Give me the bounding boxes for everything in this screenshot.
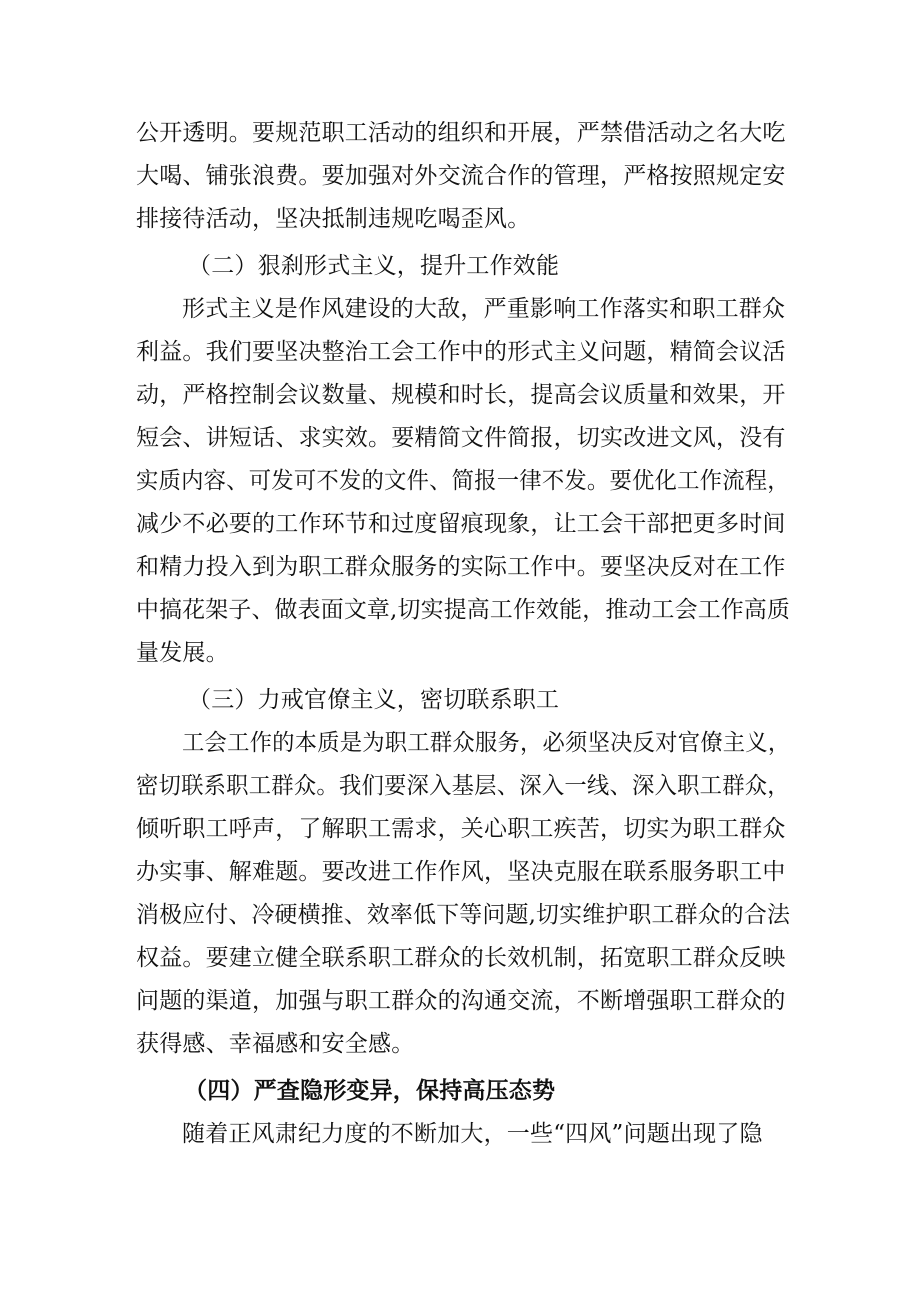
text-line: 办实事、解难题。要改进工作作风，坚决克服在联系服务职工中 (136, 859, 786, 885)
text-line: 形式主义是作风建设的大敌，严重影响工作落实和职工群众 (182, 296, 786, 322)
text-line: 问题的渠道，加强与职工群众的沟通交流，不断增强职工群众的 (136, 988, 786, 1014)
text-line: 消极应付、冷硬横推、效率低下等问题,切实维护职工群众的合法 (136, 902, 791, 928)
section-heading-4: （四）严查隐形变异，保持高压态势 (184, 1078, 556, 1104)
text-line: 利益。我们要坚决整治工会工作中的形式主义问题，精简会议活 (136, 339, 786, 365)
text-line: 大喝、铺张浪费。要加强对外交流合作的管理，严格按照规定安 (136, 163, 786, 189)
text-line: 排接待活动，坚决抵制违规吃喝歪风。 (136, 206, 531, 232)
text-line: 量发展。 (136, 640, 229, 666)
section-heading-3: （三）力戒官僚主义，密切联系职工 (188, 687, 560, 713)
text-line: 动，严格控制会议数量、规模和时长，提高会议质量和效果，开 (136, 382, 786, 408)
text-line: 密切联系职工群众。我们要深入基层、深入一线、深入职工群众， (136, 773, 790, 799)
text-line: 权益。要建立健全联系职工群众的长效机制，拓宽职工群众反映 (136, 945, 786, 971)
text-line: 倾听职工呼声，了解职工需求，关心职工疾苦，切实为职工群众 (136, 816, 786, 842)
text-line: 短会、讲短话、求实效。要精简文件简报，切实改进文风，没有 (136, 425, 786, 451)
text-line: 实质内容、可发可不发的文件、简报一律不发。要优化工作流程， (136, 468, 790, 494)
section-heading-2: （二）狠刹形式主义，提升工作效能 (188, 253, 560, 279)
text-line: 工会工作的本质是为职工群众服务，必须坚决反对官僚主义， (182, 730, 791, 756)
text-line: 随着正风肃纪力度的不断加大，一些“四风”问题出现了隐 (182, 1121, 763, 1147)
text-line: 获得感、幸福感和安全感。 (136, 1031, 415, 1057)
text-line: 公开透明。要规范职工活动的组织和开展，严禁借活动之名大吃 (136, 120, 786, 146)
text-line: 中搞花架子、做表面文章,切实提高工作效能，推动工会工作高质 (136, 597, 791, 623)
text-line: 和精力投入到为职工群众服务的实际工作中。要坚决反对在工作 (136, 554, 786, 580)
text-line: 减少不必要的工作环节和过度留痕现象，让工会干部把更多时间 (136, 511, 786, 537)
